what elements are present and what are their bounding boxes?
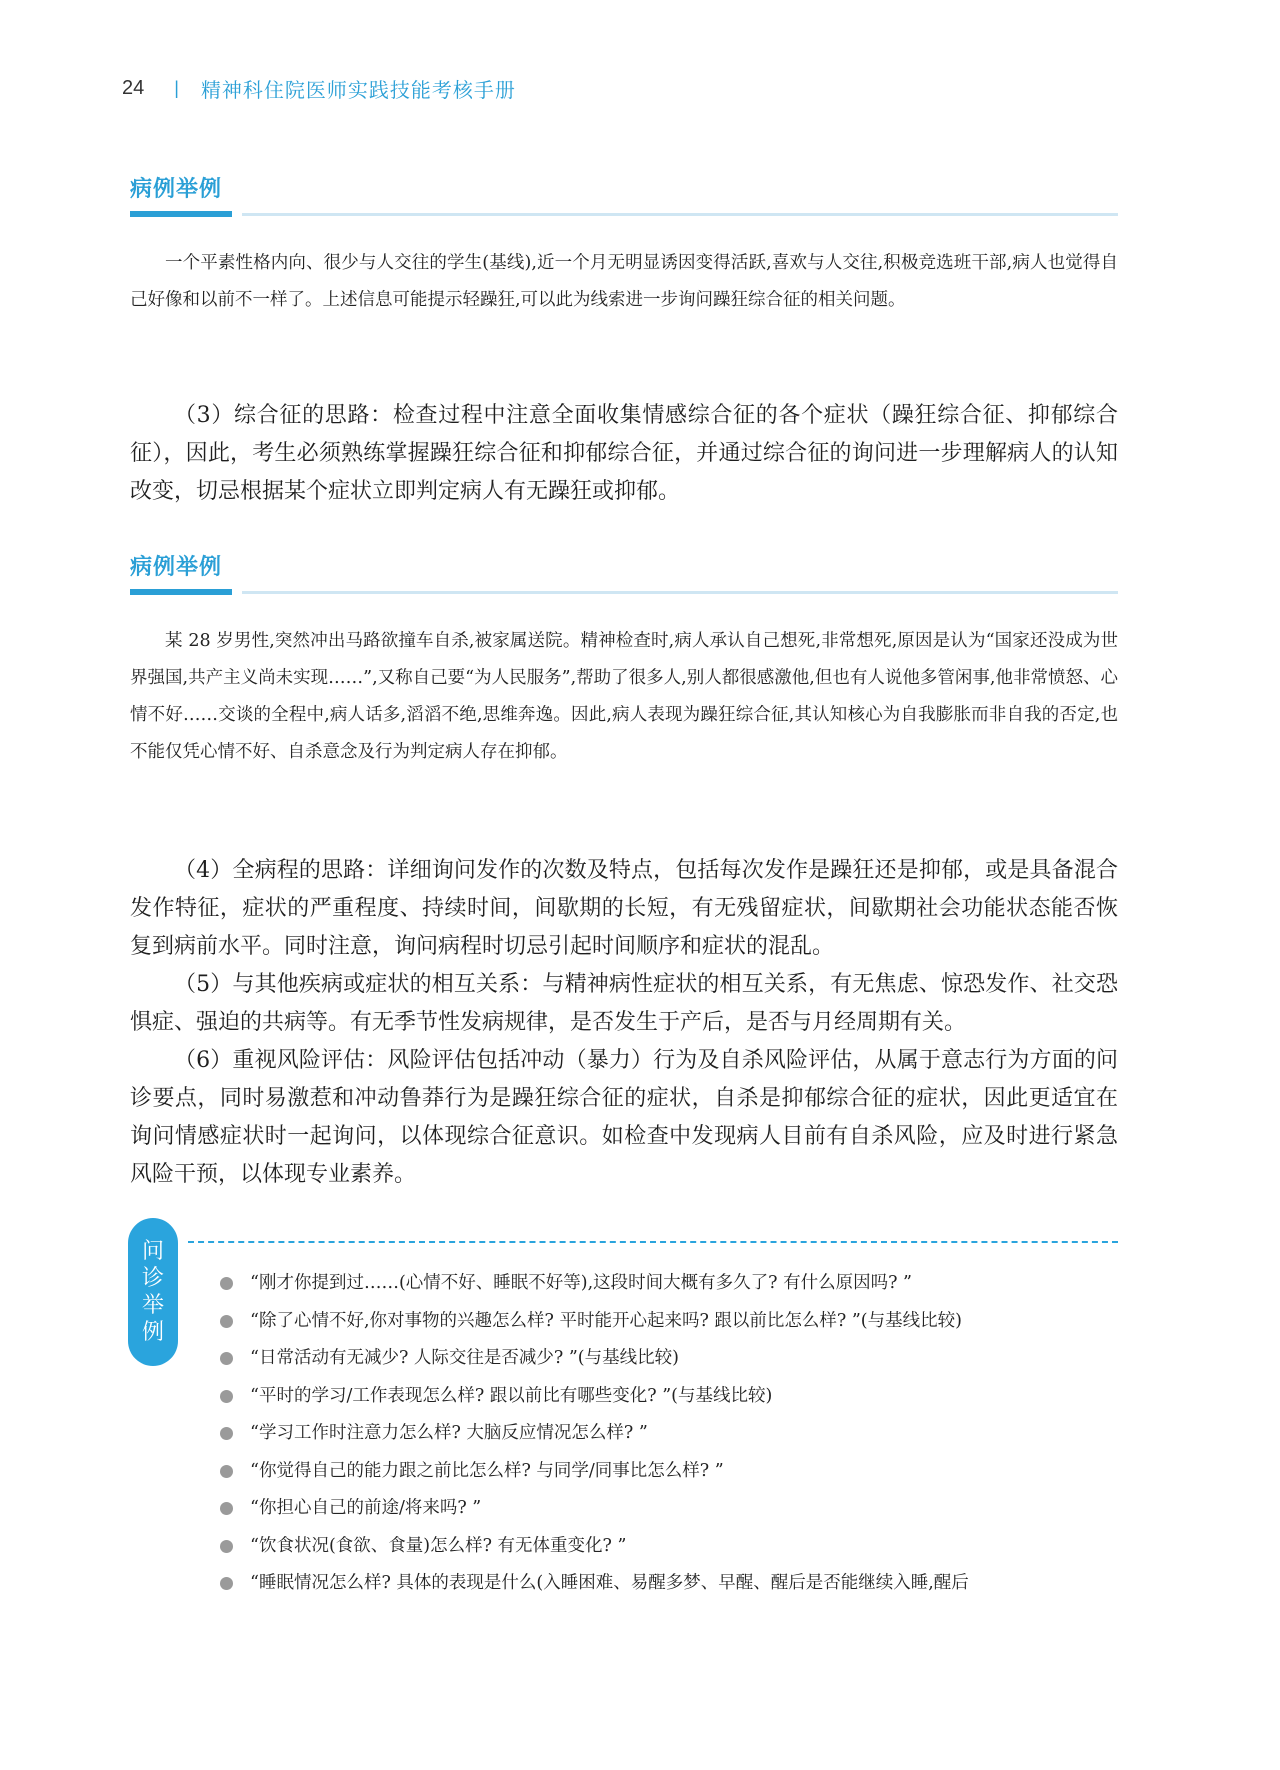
body-paragraph: （3）综合征的思路：检查过程中注意全面收集情感综合征的各个症状（躁狂综合征、抑郁综合征），因此，考生必须熟练掌握躁狂综合征和抑郁综合征，并通过综合征的询问进一步理解病人的认知改变，切忌根据某个症状立即判定病人有无躁狂或抑郁。 (130, 403, 1118, 504)
bullet-icon (220, 1352, 233, 1365)
inquiry-item-text: “你觉得自己的能力跟之前比怎么样? 与同学/同事比怎么样? ” (250, 1460, 724, 1481)
inquiry-item-text: “刚才你提到过……(心情不好、睡眠不好等),这段时间大概有多久了? 有什么原因吗? ” (250, 1273, 912, 1293)
case-example-text-2 (130, 623, 1118, 771)
bullet-icon (220, 1540, 233, 1553)
paragraph-3 (130, 397, 1118, 511)
bullet-icon (220, 1427, 233, 1440)
case-example-text-1 (130, 245, 1118, 319)
book-title: 精神科住院医师实践技能考核手册 (200, 77, 516, 102)
inquiry-item (220, 1415, 1118, 1453)
badge-char: 问 (141, 1239, 164, 1264)
inquiry-item (220, 1340, 1118, 1378)
bullet-icon (220, 1502, 233, 1515)
bullet-icon (220, 1577, 233, 1590)
inquiry-item-text: “你担心自己的前途/将来吗? ” (250, 1498, 482, 1518)
badge-char: 诊 (141, 1266, 164, 1291)
page-header (122, 72, 516, 104)
body-paragraph: （4）全病程的思路：详细询问发作的次数及特点，包括每次发作是躁狂还是抑郁，或是具备混合发作特征，症状的严重程度、持续时间，间歇期的长短，有无残留症状，间歇期社会功能状态能否恢复到病前水平。同时注意，询问病程时切忌引起时间顺序和症状的混乱。 (130, 858, 1118, 959)
inquiry-dashed-rule (188, 1241, 1118, 1243)
case-example-paragraph: 一个平素性格内向、很少与人交往的学生(基线),近一个月无明显诱因变得活跃,喜欢与人交往,积极竞选班干部,病人也觉得自己好像和以前不一样了。上述信息可能提示轻躁狂,可以此为线索进一步询问躁狂综合征的相关问题。 (130, 253, 1118, 310)
inquiry-item (220, 1490, 1118, 1528)
inquiry-item-text: “平时的学习/工作表现怎么样? 跟以前比有哪些变化? ”(与基线比较) (250, 1385, 773, 1406)
case-example-paragraph: 某 28 岁男性,突然冲出马路欲撞车自杀,被家属送院。精神检查时,病人承认自己想死,非常想死,原因是认为“国家还没成为世界强国,共产主义尚未实现……”,又称自己要“为人民服务”,帮助了很多人,别人都很感激他,但也有人说他多管闲事,他非常愤怒、心情不好……交谈的全程中,病人话多,滔滔不绝,思维奔逸。因此,病人表现为躁狂综合征,其认知核心为自我膨胀而非自我的否定,也不能仅凭心情不好、自杀意念及行为判定病人存在抑郁。 (130, 631, 1118, 762)
inquiry-item-text: “饮食状况(食欲、食量)怎么样? 有无体重变化? ” (250, 1535, 627, 1556)
bullet-icon (220, 1315, 233, 1328)
page-number: 24 (122, 76, 145, 99)
inquiry-example-badge (128, 1218, 178, 1366)
inquiry-item-text: “日常活动有无减少? 人际交往是否减少? ”(与基线比较) (250, 1348, 679, 1368)
inquiry-item (220, 1303, 1118, 1341)
inquiry-item (220, 1453, 1118, 1491)
case-example-heading-2 (130, 550, 1118, 597)
badge-char: 例 (141, 1320, 164, 1345)
header-separator: | (174, 77, 179, 98)
inquiry-item (220, 1265, 1118, 1303)
case-example-rule (130, 589, 1118, 597)
body-paragraph: （6）重视风险评估：风险评估包括冲动（暴力）行为及自杀风险评估，从属于意志行为方面的问诊要点，同时易激惹和冲动鲁莽行为是躁狂综合征的症状，自杀是抑郁综合征的症状，因此更适宜在询问情感症状时一起询问，以体现综合征意识。如检查中发现病人目前有自杀风险，应及时进行紧急风险干预，以体现专业素养。 (130, 1048, 1118, 1187)
inquiry-list (220, 1265, 1118, 1603)
case-example-title: 病例举例 (130, 177, 223, 202)
case-example-rule (130, 211, 1118, 219)
paragraphs-4-to-6 (130, 852, 1118, 1194)
bullet-icon (220, 1390, 233, 1403)
case-example-heading-1 (130, 172, 1118, 219)
inquiry-item-text: “除了心情不好,你对事物的兴趣怎么样? 平时能开心起来吗? 跟以前比怎么样? ”(与基线比较) (250, 1310, 962, 1331)
bullet-icon (220, 1465, 233, 1478)
badge-char: 举 (141, 1293, 164, 1318)
inquiry-item (220, 1378, 1118, 1416)
inquiry-item-text: “学习工作时注意力怎么样? 大脑反应情况怎么样? ” (250, 1423, 648, 1443)
case-example-title: 病例举例 (130, 555, 223, 580)
bullet-icon (220, 1277, 233, 1290)
inquiry-item (220, 1528, 1118, 1566)
body-paragraph: （5）与其他疾病或症状的相互关系：与精神病性症状的相互关系，有无焦虑、惊恐发作、社交恐惧症、强迫的共病等。有无季节性发病规律，是否发生于产后，是否与月经周期有关。 (130, 972, 1118, 1035)
inquiry-item (220, 1565, 1118, 1603)
inquiry-item-text: “睡眠情况怎么样? 具体的表现是什么(入睡困难、易醒多梦、早醒、醒后是否能继续入睡,醒后 (250, 1573, 969, 1593)
